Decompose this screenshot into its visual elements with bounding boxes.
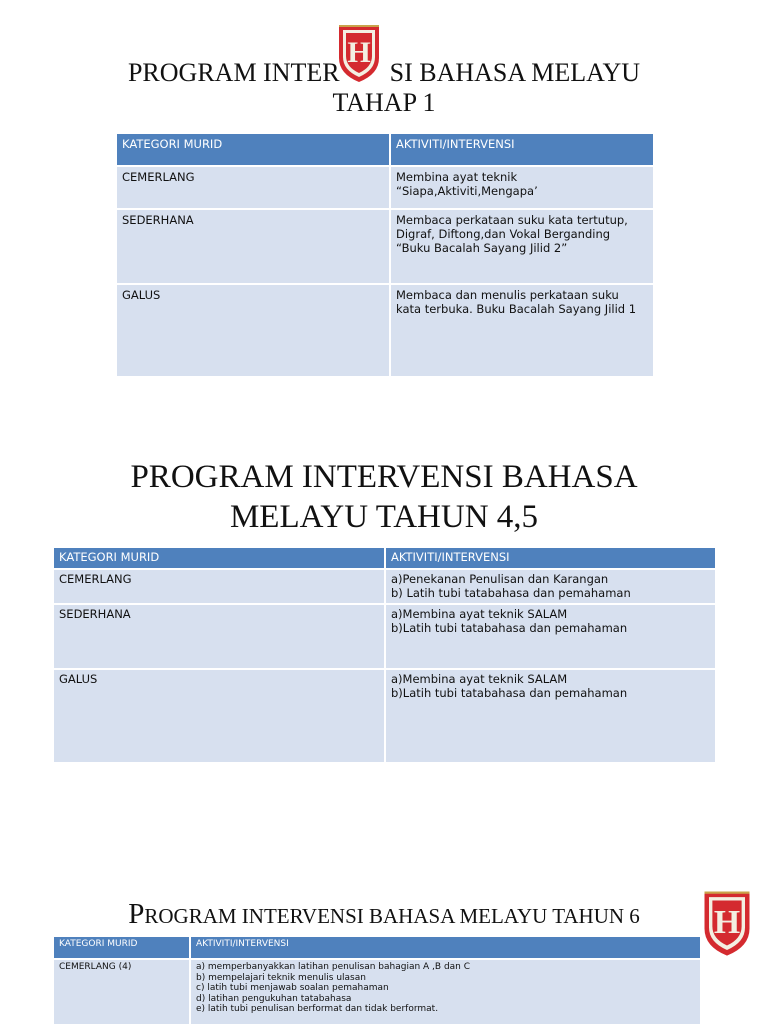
table-row (54, 670, 715, 762)
activity-line: a)Membina ayat teknik SALAM (391, 672, 568, 686)
slide-title-tahap-1 (0, 58, 768, 118)
table-row (117, 285, 653, 376)
activity-line: Digraf, Diftong,dan Vokal Berganding (396, 227, 611, 241)
svg-text:H: H (713, 904, 741, 942)
activity-line: b) Latih tubi tatabahasa dan pemahaman (391, 586, 631, 600)
activity-cell (191, 960, 700, 1024)
school-crest-icon (700, 888, 754, 958)
title-line-2: TAHAP 1 (332, 88, 436, 117)
activity-line: Membaca dan menulis perkataan suku (396, 288, 619, 302)
table-tahun-6 (52, 935, 702, 1024)
title-line-1: PROGRAM INTERVENSI BAHASA (130, 459, 638, 495)
school-crest-icon (335, 22, 383, 84)
category-cell: SEDERHANA (117, 210, 389, 283)
activity-cell (386, 570, 715, 603)
slide-title-tahun-4-5 (0, 457, 768, 537)
category-cell: SEDERHANA (54, 605, 384, 668)
slide-title-tahun-6 (0, 900, 768, 930)
table-tahun-4-5 (52, 546, 717, 764)
table-header-row (54, 937, 700, 958)
category-cell: CEMERLANG (117, 167, 389, 208)
header-aktiviti: AKTIVITI/INTERVENSI (191, 937, 700, 958)
table-tahap-1 (115, 132, 655, 378)
activity-line: Membina ayat teknik (396, 170, 518, 184)
activity-cell (391, 285, 653, 376)
table-row (117, 210, 653, 283)
category-cell: CEMERLANG (4) (54, 960, 189, 1024)
activity-line: a)Membina ayat teknik SALAM (391, 607, 568, 621)
activity-line: Membaca perkataan suku kata tertutup, (396, 213, 628, 227)
activity-line: d) latihan pengukuhan tatabahasa (196, 993, 352, 1004)
category-cell: GALUS (117, 285, 389, 376)
category-cell: CEMERLANG (54, 570, 384, 603)
activity-line: “Buku Bacalah Sayang Jilid 2” (396, 241, 568, 255)
title-fragment-right: SI BAHASA MELAYU (389, 58, 641, 87)
activity-cell (386, 670, 715, 762)
table-row (54, 570, 715, 603)
table-row (117, 167, 653, 208)
activity-line: b)Latih tubi tatabahasa dan pemahaman (391, 686, 628, 700)
header-aktiviti: AKTIVITI/INTERVENSI (386, 548, 715, 568)
title-line-2: MELAYU TAHUN 4,5 (229, 499, 539, 535)
activity-cell (386, 605, 715, 668)
category-cell: GALUS (54, 670, 384, 762)
activity-line: kata terbuka. Buku Bacalah Sayang Jilid 1 (396, 302, 637, 316)
header-kategori: KATEGORI MURID (54, 937, 189, 958)
title-line-1 (128, 58, 640, 87)
header-aktiviti: AKTIVITI/INTERVENSI (391, 134, 653, 165)
activity-line: a) memperbanyakkan latihan penulisan bahagian A ,B dan C (196, 962, 471, 972)
activity-cell (391, 167, 653, 208)
activity-line: b)Latih tubi tatabahasa dan pemahaman (391, 621, 628, 635)
title-rest: ROGRAM INTERVENSI BAHASA MELAYU TAHUN 6 (144, 904, 640, 928)
header-kategori: KATEGORI MURID (54, 548, 384, 568)
activity-line: e) latih tubi penulisan berformat dan tidak berformat. (196, 1004, 439, 1014)
table-row (54, 960, 700, 1024)
activity-line: a)Penekanan Penulisan dan Karangan (391, 572, 609, 586)
title-first-letter: P (128, 898, 145, 930)
svg-text:H: H (347, 36, 371, 69)
activity-line: b) mempelajari teknik menulis ulasan (196, 972, 366, 983)
table-row (54, 605, 715, 668)
table-header-row (117, 134, 653, 165)
table-header-row (54, 548, 715, 568)
title-fragment-left: PROGRAM INTER (127, 58, 340, 87)
header-kategori: KATEGORI MURID (117, 134, 389, 165)
activity-line: “Siapa,Aktiviti,Mengapa’ (396, 184, 538, 198)
activity-cell (391, 210, 653, 283)
activity-line: c) latih tubi menjawab soalan pemahaman (196, 983, 389, 993)
